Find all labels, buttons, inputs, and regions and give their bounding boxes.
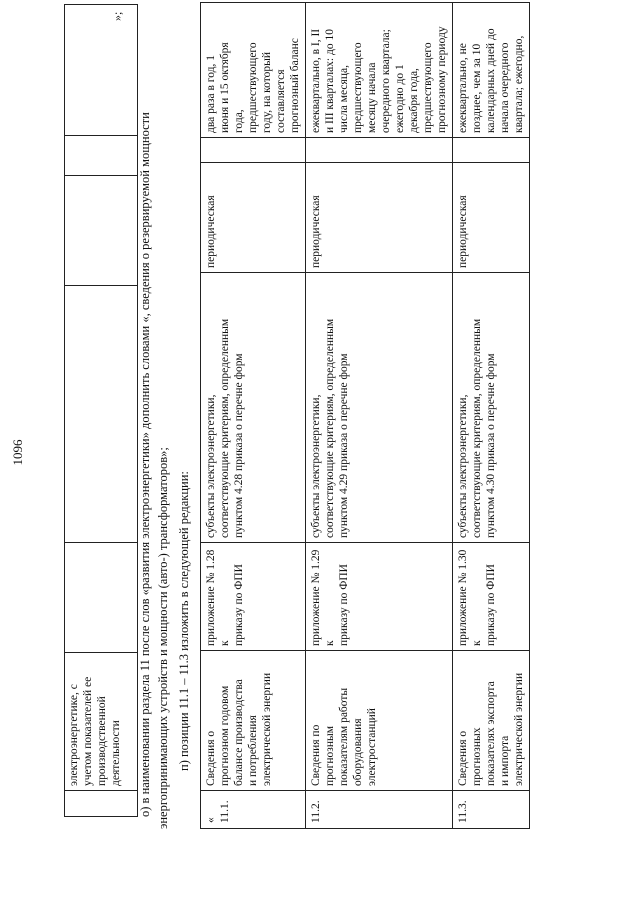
row-period: периодическая xyxy=(306,163,453,273)
row-name: Сведения о прогнозном годовом балансе производства и потребления электрической энергии xyxy=(201,651,306,791)
row-deadline: два раза в год, 1 июня и 15 октября года, предшествующего году, на который составляется прогнозный баланс xyxy=(201,3,306,138)
number-cell xyxy=(65,791,138,817)
paragraph-o: о) в наименовании раздела 11 после слов «развития электроэнергетики» дополнить словами «, сведения о резервируемой мощности xyxy=(138,112,152,817)
page-number: 1096 xyxy=(10,439,25,466)
row-form: приложение № 1.30 к приказу по ФПИ xyxy=(453,543,530,651)
name-cell: электроэнергетике, с учетом показателей ее производственной деятельности xyxy=(65,653,138,791)
extra-cell xyxy=(65,136,138,176)
row-extra xyxy=(453,138,530,163)
row-period: периодическая xyxy=(453,163,530,273)
continuation-table xyxy=(64,4,138,817)
row-number: 11.2. xyxy=(306,791,453,829)
row-subjects: субъекты электроэнергетики, соответствующие критериям, определенным пунктом 4.28 приказа о перечне форм xyxy=(201,273,306,543)
row-form: приложение № 1.28 к приказу по ФПИ xyxy=(201,543,306,651)
deadline-cell xyxy=(65,5,138,136)
subjects-cell xyxy=(65,286,138,543)
closing-quote: »; xyxy=(110,11,124,21)
row-form: приложение № 1.29 к приказу по ФПИ xyxy=(306,543,453,651)
row-extra xyxy=(306,138,453,163)
table-row xyxy=(453,3,530,829)
row-name: Сведения по прогнозным показателям работы оборудования электростанций xyxy=(306,651,453,791)
row-extra xyxy=(201,138,306,163)
row-period: периодическая xyxy=(201,163,306,273)
row-deadline: ежеквартально, не позднее, чем за 10 календарных дней до начала очередного квартала; ежегодно, xyxy=(453,3,530,138)
paragraph-p: п) позиции 11.1 – 11.3 изложить в следующей редакции: xyxy=(177,471,191,771)
table-row xyxy=(201,3,306,829)
positions-table xyxy=(200,2,530,829)
opening-quote: « xyxy=(205,817,217,823)
row-number: 11.3. xyxy=(453,791,530,829)
row-subjects: субъекты электроэнергетики, соответствующие критериям, определенным пунктом 4.29 приказа о перечне форм xyxy=(306,273,453,543)
table-row xyxy=(306,3,453,829)
form-cell xyxy=(65,543,138,653)
paragraph-o-continuation: энергопринимающих устройств и мощности (авто-) трансформаторов»; xyxy=(156,447,170,829)
row-name: Сведения о прогнозных показателях экспорта и импорта электрической энергии xyxy=(453,651,530,791)
row-subjects: субъекты электроэнергетики, соответствующие критериям, определенным пунктом 4.30 приказа о перечне форм xyxy=(453,273,530,543)
row-deadline: ежеквартально, в I, II и III кварталах: до 10 числа месяца, предшествующего месяцу начала очередного квартала; ежегодно до 1 декабря года, предшествующего прогнозному периоду xyxy=(306,3,453,138)
row-number: « 11.1. xyxy=(201,791,306,829)
table-row xyxy=(65,5,138,817)
period-cell xyxy=(65,176,138,286)
